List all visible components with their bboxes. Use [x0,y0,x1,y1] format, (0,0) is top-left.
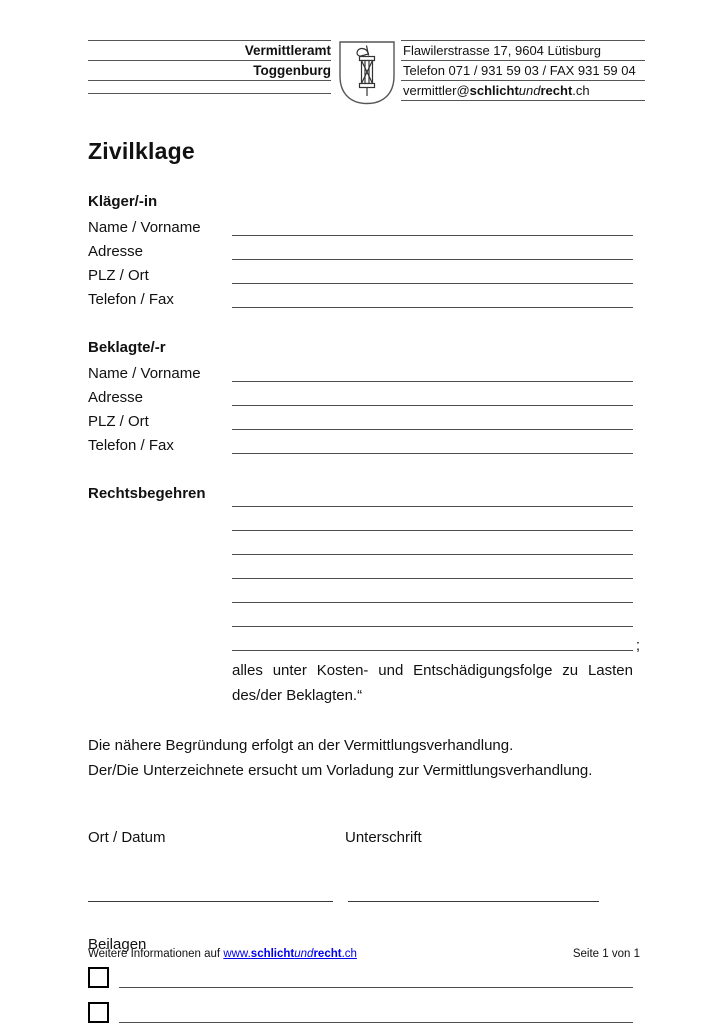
claim-section [88,483,640,708]
address-line: Flawilerstrasse 17, 9604 Lütisburg [403,43,601,58]
plaintiff-heading: Kläger/-in [88,193,158,210]
email-bold2: recht [540,83,573,98]
statement-line: Der/Die Unterzeichnete ersucht um Vorladung zur Vermittlungsverhandlung. [88,762,593,779]
semicolon-suffix: ; [635,637,640,654]
office-name-row [88,40,331,60]
website-link[interactable] [223,948,357,960]
place-date-label: Ort / Datum [88,829,166,846]
attachments-heading: Beilagen [88,936,147,953]
footer-info-prefix: Weitere Informationen auf [88,948,224,960]
claim-input-line[interactable] [232,483,633,507]
page-number: Seite 1 von 1 [572,948,640,960]
plaintiff-city-input-line[interactable] [232,283,633,284]
plaintiff-name-row [88,215,633,239]
attachment-checkbox[interactable] [88,1002,109,1023]
link-suffix: .ch [341,948,357,960]
defendant-phone-row [88,433,633,457]
defendant-address-row [88,385,633,409]
signature-gap [333,886,348,902]
defendant-name-row [88,361,633,385]
statements-block [88,733,645,783]
field-label: Telefon / Fax [88,291,174,308]
defendant-section [88,339,645,457]
letterhead [88,40,645,111]
claim-input-line[interactable] [232,627,640,654]
field-label: PLZ / Ort [88,267,149,284]
link-bold2: recht [313,948,342,960]
plaintiff-section [88,193,645,311]
contact-row [401,80,645,100]
contact-row [401,60,645,80]
field-label: Adresse [88,243,144,260]
field-label: Telefon / Fax [88,437,174,454]
place-date-signature-line[interactable] [88,886,333,902]
claim-input-line[interactable] [232,579,633,603]
field-label: PLZ / Ort [88,413,149,430]
claim-input-line[interactable] [232,507,633,531]
statement-line: Die nähere Begründung erfolgt an der Vermittlungsverhandlung. [88,737,514,754]
link-italic: und [294,948,314,960]
attachment-row [88,1002,633,1023]
office-name-line1: Vermittleramt [244,43,331,58]
signature-label: Unterschrift [345,829,422,846]
plaintiff-phone-row [88,287,633,311]
plaintiff-phone-input-line[interactable] [232,307,633,308]
claim-lines-block [232,483,640,708]
email-italic: und [518,83,541,98]
footer-info [88,948,357,960]
field-label: Name / Vorname [88,365,201,382]
email-prefix: vermittler@ [403,83,470,98]
claim-input-line[interactable] [232,603,633,627]
signature-lines-row [88,886,645,902]
plaintiff-name-input-line[interactable] [232,235,633,236]
contact-block [401,40,645,101]
page-footer [88,948,640,960]
claim-input-line[interactable] [232,531,633,555]
st-gallen-coat-of-arms-icon [337,40,397,111]
defendant-address-input-line[interactable] [232,405,633,406]
plaintiff-city-row [88,263,633,287]
letterhead-blank-row [88,80,331,93]
link-bold1: schlicht [250,948,295,960]
defendant-city-input-line[interactable] [232,429,633,430]
claim-input-line[interactable] [232,555,633,579]
email-suffix: .ch [572,83,590,98]
office-name-block [88,40,331,94]
link-prefix: www. [223,948,251,960]
form-title: Zivilklage [88,138,195,164]
attachment-row [88,967,633,988]
email-bold1: schlicht [469,83,519,98]
defendant-name-input-line[interactable] [232,381,633,382]
defendant-heading: Beklagte/-r [88,339,166,356]
signature-labels-row [88,829,645,846]
email-line [403,83,590,98]
attachment-checkbox[interactable] [88,967,109,988]
plaintiff-address-row [88,239,633,263]
defendant-city-row [88,409,633,433]
field-label: Name / Vorname [88,219,201,236]
contact-row [401,40,645,60]
attachment-input-line[interactable] [119,970,633,988]
claim-closing-text: alles unter Kosten- und Entschädigungsfolge zu Lasten des/der Beklagten.“ [232,662,633,704]
phone-line: Telefon 071 / 931 59 03 / FAX 931 59 04 [403,63,636,78]
attachment-input-line[interactable] [119,1005,633,1023]
field-label: Adresse [88,389,144,406]
plaintiff-address-input-line[interactable] [232,259,633,260]
signature-line[interactable] [348,886,599,902]
office-name-line2: Toggenburg [253,63,331,78]
office-name-row [88,60,331,80]
claim-heading: Rechtsbegehren [88,485,206,502]
defendant-phone-input-line[interactable] [232,453,633,454]
